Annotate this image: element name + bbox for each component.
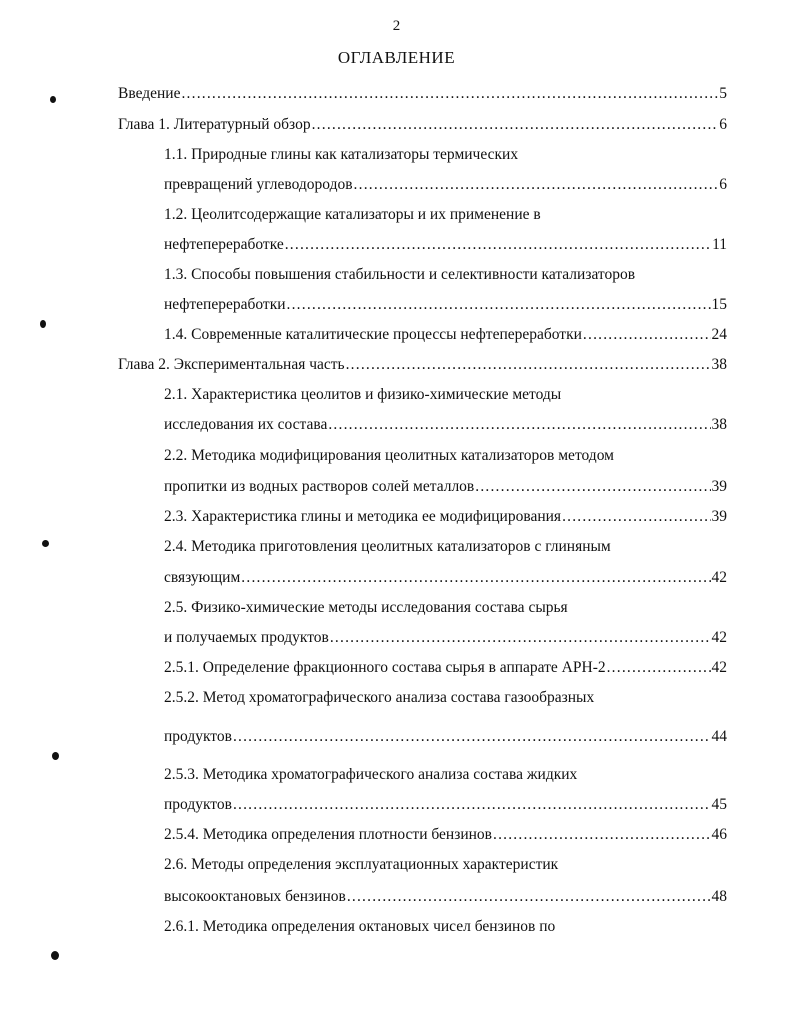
toc-entry-page: 38 [711,356,727,373]
toc-entry [164,446,614,466]
toc-dot-leader [354,175,719,195]
toc-dot-leader [475,477,710,497]
scan-speck [42,540,49,547]
toc-entry [164,825,727,845]
toc-entry-text: исследования их состава [164,416,328,433]
scan-speck [51,951,59,960]
toc-entry [164,145,518,165]
toc-dot-leader [562,507,710,527]
toc-entry-page: 24 [711,326,727,343]
toc-entry [164,235,727,255]
toc-entry [164,477,727,497]
toc-entry [164,917,555,937]
toc-entry-text: 2.6.1. Методика определения октановых чисел бензинов по [164,918,556,935]
toc-entry-text: 2.5.3. Методика хроматографического анализа состава жидких [164,766,578,783]
toc-dot-leader [181,84,718,104]
toc-entry-text: 2.5.4. Методика определения плотности бензинов [164,826,492,843]
toc-entry [164,175,727,195]
page-title: ОГЛАВЛЕНИЕ [337,48,456,67]
toc-entry-page: 42 [711,659,727,676]
toc-entry-page: 48 [711,888,727,905]
toc-entry [164,765,577,785]
toc-entry-text: 2.5. Физико-химические методы исследования состава сырья [164,599,568,616]
toc-entry-page: 6 [719,116,727,133]
toc-entry [164,628,727,648]
toc-entry [164,537,611,557]
toc-entry-page: 42 [711,629,727,646]
toc-entry-page: 42 [711,569,727,586]
toc-dot-leader [285,235,711,255]
toc-dot-leader [233,795,711,815]
toc-entry-text: 2.1. Характеристика цеолитов и физико-химические методы [164,386,562,403]
toc-entry [164,205,541,225]
toc-dot-leader [607,658,711,678]
toc-entry-page: 39 [711,478,727,495]
toc-entry [164,795,727,815]
toc-entry [164,385,561,405]
toc-entry-text: Глава 2. Экспериментальная часть [118,356,345,373]
toc-entry-text: нефтепереработке [164,236,284,253]
toc-entry-text: Введение [118,85,181,102]
toc-entry-text: 2.3. Характеристика глины и методика ее модифицирования [164,508,562,525]
scan-speck [50,96,56,103]
toc-entry [164,325,727,345]
toc-entry [164,688,594,708]
toc-entry [164,265,635,285]
toc-entry-page: 6 [719,176,727,193]
toc-entry [118,355,727,375]
toc-entry-text: высокооктановых бензинов [164,888,346,905]
toc-dot-leader [583,325,711,345]
toc-dot-leader [241,568,710,588]
toc-entry [164,598,568,618]
toc-entry-text: и получаемых продуктов [164,629,329,646]
toc-entry [164,658,727,678]
toc-entry-text: 1.4. Современные каталитические процессы нефтепереработки [164,326,582,343]
toc-entry-page: 39 [711,508,727,525]
toc-dot-leader [287,295,711,315]
toc-entry-text: 1.2. Цеолитсодержащие катализаторы и их применение в [164,206,541,223]
toc-entry-text: 2.5.2. Метод хроматографического анализа состава газообразных [164,689,595,706]
toc-entry-text: 2.4. Методика приготовления цеолитных катализаторов с глиняным [164,538,611,555]
toc-dot-leader [233,727,711,747]
toc-entry [164,855,558,875]
toc-entry [164,568,727,588]
toc-entry-text: 2.5.1. Определение фракционного состава сырья в аппарате АРН-2 [164,659,606,676]
toc-entry-text: 1.3. Способы повышения стабильности и селективности катализаторов [164,266,636,283]
toc-entry-page: 11 [712,236,727,253]
toc-entry-page: 5 [719,85,727,102]
toc-entry [164,415,727,435]
toc-entry-page: 15 [711,296,727,313]
toc-entry [118,84,727,104]
toc-entry-text: 2.6. Методы определения эксплуатационных характеристик [164,856,559,873]
toc-entry [118,115,727,135]
toc-entry-text: нефтепереработки [164,296,286,313]
scan-speck [40,320,46,328]
scan-speck [52,752,59,760]
toc-entry-text: 2.2. Методика модифицирования цеолитных катализаторов методом [164,447,614,464]
toc-entry-text: продуктов [164,728,232,745]
toc-entry [164,507,727,527]
toc-dot-leader [346,355,711,375]
toc-dot-leader [312,115,719,135]
toc-dot-leader [328,415,710,435]
toc-entry-text: связующим [164,569,241,586]
toc-entry-text: Глава 1. Литературный обзор [118,116,311,133]
toc-entry [164,887,727,907]
toc-entry [164,727,727,747]
toc-entry-text: превращений углеводородов [164,176,353,193]
toc-entry-page: 46 [711,826,727,843]
toc-entry-page: 38 [711,416,727,433]
toc-dot-leader [493,825,711,845]
toc-entry-text: пропитки из водных растворов солей металлов [164,478,475,495]
toc-entry-page: 44 [711,728,727,745]
toc-dot-leader [347,887,711,907]
toc-dot-leader [330,628,711,648]
toc-entry [164,295,727,315]
toc-entry-page: 45 [711,796,727,813]
page-number: 2 [392,18,401,34]
toc-entry-text: 1.1. Природные глины как катализаторы термических [164,146,519,163]
toc-entry-text: продуктов [164,796,232,813]
